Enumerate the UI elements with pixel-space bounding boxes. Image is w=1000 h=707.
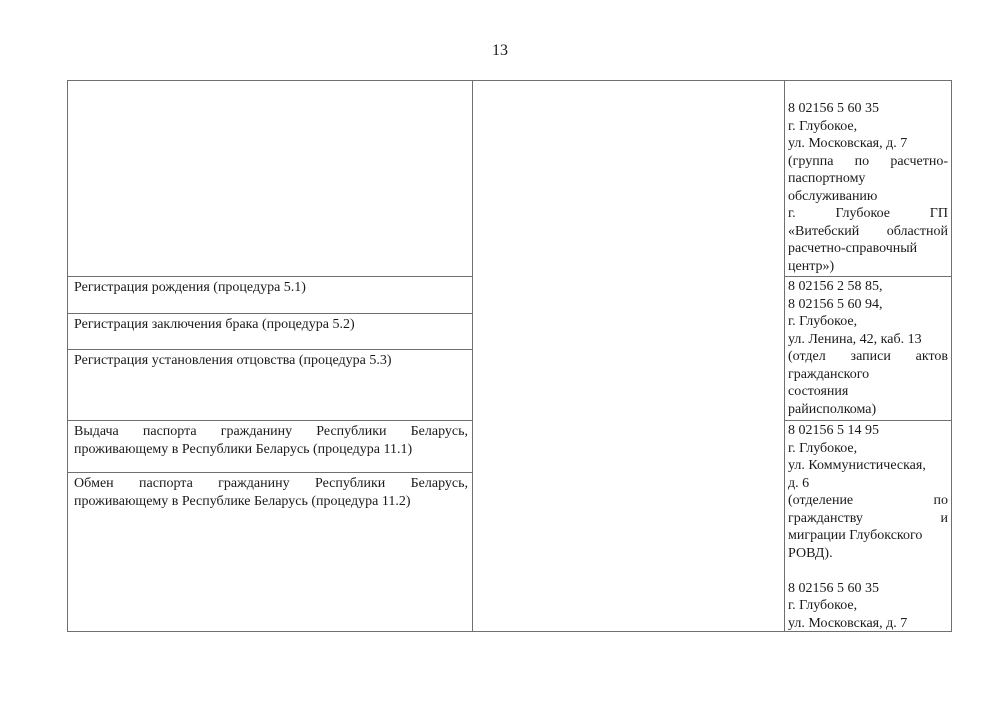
right-row-divider-1 bbox=[784, 276, 951, 277]
contact-line: 8 02156 5 14 95 bbox=[788, 423, 879, 438]
contact-line: (отдел записи актов bbox=[788, 349, 948, 364]
page-number: 13 bbox=[492, 42, 508, 59]
left-cell-line: Регистрация установления отцовства (процедура 5.3) bbox=[74, 353, 392, 368]
contact-line: «Витебский областной bbox=[788, 223, 948, 239]
contact-line: миграции Глубокского bbox=[788, 528, 923, 543]
contact-line: г. Глубокое, bbox=[788, 598, 858, 613]
left-cell-line: проживающему в Республики Беларусь (процедура 11.1) bbox=[74, 441, 413, 457]
column-divider-right bbox=[784, 81, 785, 631]
left-cell-row-3 bbox=[74, 316, 468, 334]
left-cell-row-5 bbox=[74, 423, 468, 458]
contact-line: 8 02156 2 58 85, bbox=[788, 279, 883, 294]
contact-line: обслуживанию bbox=[788, 188, 878, 204]
contact-line: ул. Московская, д. 7 bbox=[788, 615, 908, 631]
contact-line: расчетно-справочный bbox=[788, 241, 918, 256]
left-row-divider-3 bbox=[68, 349, 472, 350]
contact-line: ул. Московская, д. 7 bbox=[788, 136, 908, 151]
left-row-divider-4 bbox=[68, 420, 472, 421]
left-cell-line: Регистрация заключения брака (процедура 5.2) bbox=[74, 317, 355, 332]
contact-line: РОВД). bbox=[788, 545, 833, 561]
contact-line: ул. Коммунистическая, bbox=[788, 458, 926, 473]
contact-line: (группа по расчетно- bbox=[788, 153, 948, 169]
contact-line: г. Глубокое, bbox=[788, 314, 858, 329]
right-cell-contact-2 bbox=[788, 278, 948, 418]
right-cell-contact-3 bbox=[788, 422, 948, 632]
left-cell-line: Выдача паспорта гражданину Республики Беларусь, bbox=[74, 424, 468, 439]
contact-line: (отделение по bbox=[788, 493, 948, 508]
contact-line: г. Глубокое, bbox=[788, 440, 858, 456]
left-cell-row-6 bbox=[74, 475, 468, 510]
contact-line: г. Глубокое ГП bbox=[788, 206, 948, 221]
contact-line: паспортному bbox=[788, 171, 866, 186]
left-cell-row-2 bbox=[74, 279, 468, 297]
left-row-divider-5 bbox=[68, 472, 472, 473]
services-table bbox=[67, 80, 952, 632]
contact-line: ул. Ленина, 42, каб. 13 bbox=[788, 331, 922, 347]
right-row-divider-2 bbox=[784, 420, 951, 421]
left-row-divider-2 bbox=[68, 313, 472, 314]
left-row-divider-1 bbox=[68, 276, 472, 277]
left-cell-line: Регистрация рождения (процедура 5.1) bbox=[74, 280, 306, 295]
contact-line: райисполкома) bbox=[788, 401, 877, 417]
contact-line: центр») bbox=[788, 258, 835, 274]
contact-line: д. 6 bbox=[788, 475, 810, 491]
contact-line: состояния bbox=[788, 384, 849, 399]
blank-line bbox=[788, 562, 948, 580]
left-cell-line: проживающему в Республике Беларусь (процедура 11.2) bbox=[74, 493, 411, 509]
contact-line: гражданству и bbox=[788, 510, 948, 526]
right-cell-contact-1 bbox=[788, 100, 948, 275]
left-cell-row-4 bbox=[74, 352, 468, 370]
left-cell-line: Обмен паспорта гражданину Республики Беларусь, bbox=[74, 476, 468, 491]
column-divider-left bbox=[472, 81, 473, 631]
contact-line: 8 02156 5 60 94, bbox=[788, 296, 883, 312]
contact-line: г. Глубокое, bbox=[788, 118, 858, 134]
contact-line: 8 02156 5 60 35 bbox=[788, 101, 879, 116]
contact-line: 8 02156 5 60 35 bbox=[788, 580, 879, 596]
contact-line: гражданского bbox=[788, 366, 870, 382]
